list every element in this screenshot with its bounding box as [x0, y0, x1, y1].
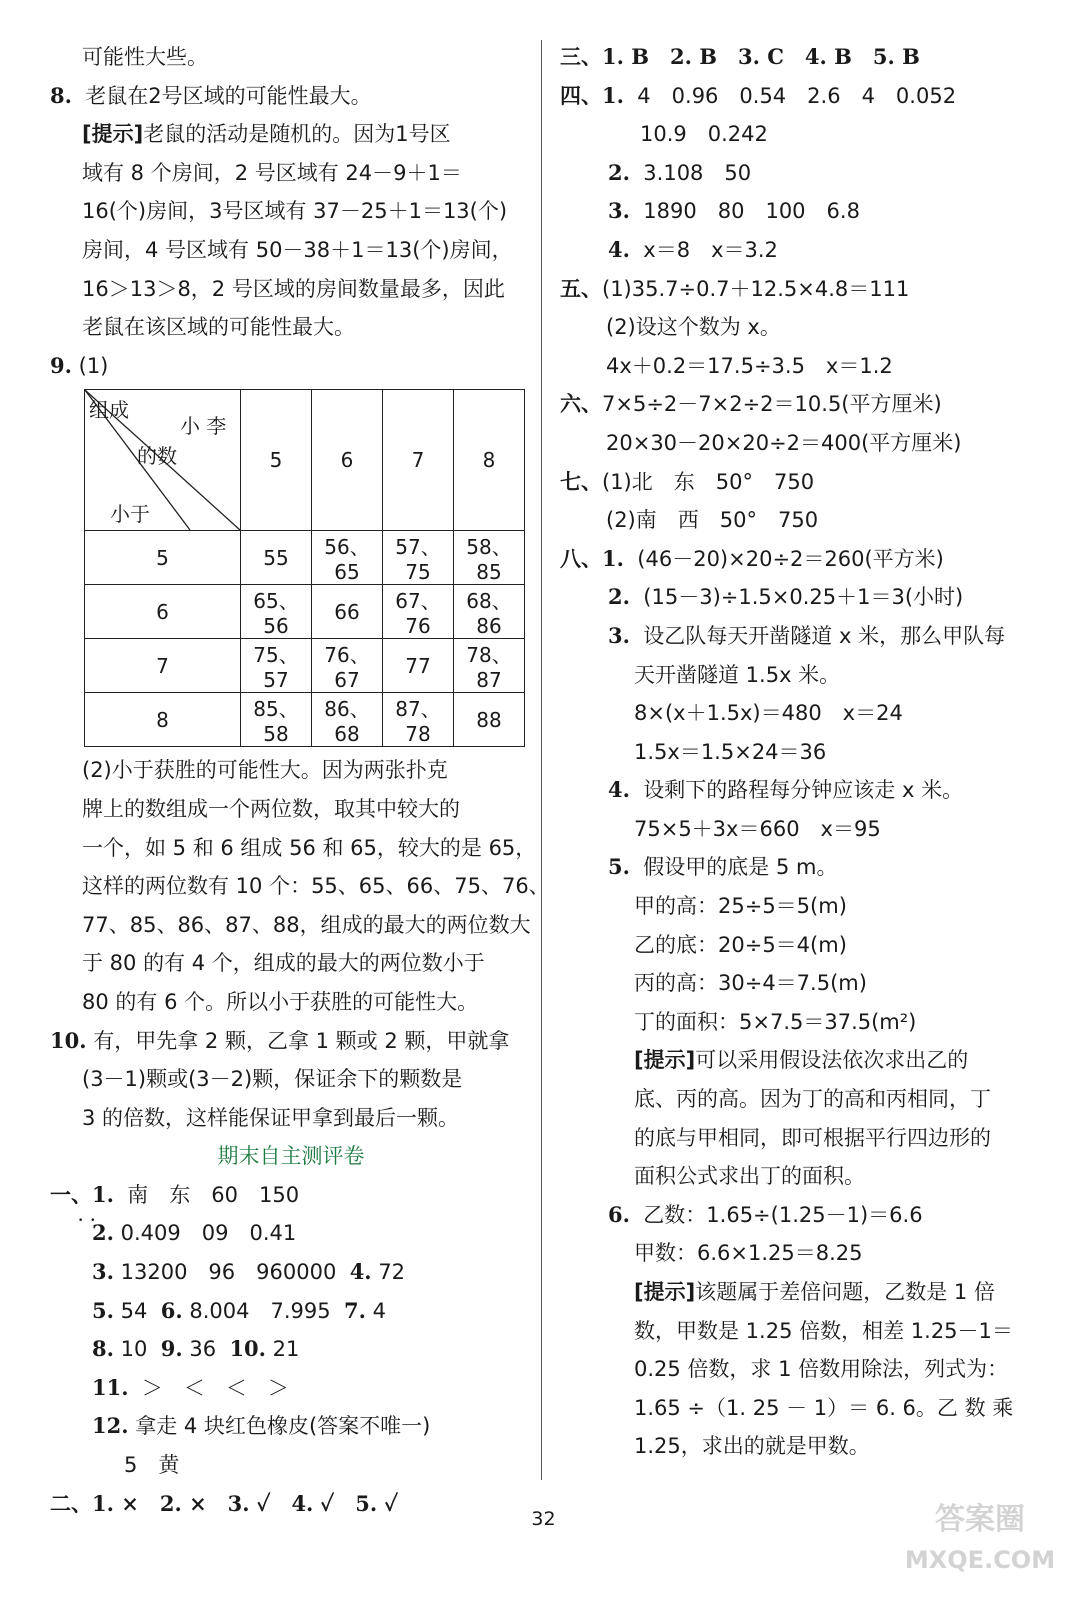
col-header: 7	[383, 390, 454, 531]
table-row	[85, 639, 525, 693]
part1-item	[50, 1176, 532, 1215]
item-number: 3.	[92, 1259, 114, 1285]
item-text: 南 东 60 150	[127, 1182, 300, 1207]
item-number: 1.	[92, 1181, 114, 1207]
part1-item	[50, 1407, 532, 1446]
part4-item	[560, 77, 1050, 116]
q9-part2-line: 牌上的数组成一个两位数，取其中较大的	[82, 796, 460, 821]
item-text: 设剩下的路程每分钟应该走 x 米。	[643, 778, 964, 803]
hint-text: 该题属于差倍问题，乙数是 1 倍	[695, 1280, 995, 1304]
table-cell: 76、67	[312, 639, 383, 693]
part6-line: 20×30－20×20÷2＝400(平方厘米)	[606, 430, 962, 455]
part7-line: (2)南 西 50° 750	[606, 508, 819, 533]
q9-part2-line: 这样的两位数有 10 个：55、65、66、75、76、	[82, 874, 550, 899]
table-cell: 67、76	[383, 585, 454, 639]
part3-label: 三、	[560, 44, 602, 69]
part1-item	[50, 1214, 532, 1253]
col-header: 6	[312, 390, 383, 531]
number-table	[84, 389, 525, 747]
column-divider	[541, 40, 542, 1480]
col-header: 5	[241, 390, 312, 531]
q8-hint-line: 域有 8 个房间，2 号区域有 24－9＋1＝	[82, 160, 462, 185]
item-text: 1890 80 100 6.8	[643, 199, 860, 224]
section-title: 期末自主测评卷	[217, 1144, 365, 1169]
part8-item-cont: 8×(x＋1.5x)＝480 x＝24	[634, 701, 903, 726]
part8-item-cont: 丁的面积：5×7.5＝37.5(m²)	[634, 1009, 917, 1034]
hint-line	[560, 1273, 1050, 1312]
q8-answer	[50, 77, 532, 116]
part8-item-cont: 甲的高：25÷5＝5(m)	[634, 894, 847, 919]
part8-item-cont: 丙的高：30÷4＝7.5(m)	[634, 971, 867, 996]
part6-line	[560, 385, 1050, 424]
part5-text: (1)35.7÷0.7＋12.5×4.8＝111	[602, 276, 910, 301]
part5-line: 4x＋0.2＝17.5÷3.5 x＝1.2	[606, 353, 893, 378]
table-cell: 58、85	[454, 531, 525, 585]
item-text: 8.004 7.995	[189, 1298, 331, 1323]
part5-label: 五、	[560, 275, 602, 301]
part1-item	[50, 1292, 532, 1331]
part6-label: 六、	[560, 391, 602, 417]
item-text: 拿走 4 块红色橡皮(答案不唯一)	[135, 1414, 431, 1439]
hint-line: 数，甲数是 1.25 倍数，相差 1.25－1＝	[634, 1318, 1013, 1343]
item-number: 6.	[160, 1297, 183, 1323]
q9-part2-line: 一个，如 5 和 6 组成 56 和 65，较大的是 65，	[82, 835, 537, 860]
item-number: 7.	[343, 1297, 366, 1323]
item-text: 13200 96 960000	[120, 1260, 337, 1285]
q10-number: 10.	[50, 1027, 87, 1053]
part2-label: 二、	[50, 1490, 92, 1516]
part3-line	[560, 38, 1050, 77]
hint-line: 面积公式求出丁的面积。	[634, 1164, 865, 1189]
item-text: 设乙队每天开凿隧道 x 米，那么甲队每	[643, 623, 1006, 648]
item-text: 3.108 50	[643, 160, 752, 185]
item-text: 36	[189, 1337, 217, 1362]
item-text: (46－20)×20÷2＝260(平方米)	[637, 546, 944, 571]
hint-label: [提示]	[634, 1048, 696, 1073]
row-header: 8	[85, 693, 241, 747]
item-number: 2.	[92, 1220, 114, 1246]
hint-line	[560, 1041, 1050, 1080]
part4-item	[560, 231, 1050, 270]
q8-hint-line: 16(个)房间，3号区域有 37－25＋1＝13(个)	[82, 199, 508, 224]
part8-item	[560, 771, 1050, 810]
item-number: 11.	[92, 1374, 129, 1400]
item-number: 5.	[92, 1297, 114, 1323]
table-cell: 87、78	[383, 693, 454, 747]
part8-item	[560, 540, 1050, 579]
left-column	[50, 38, 550, 1523]
hint-line: 底、丙的高。因为丁的高和丙相同，丁	[634, 1087, 991, 1112]
part8-item-cont: 甲数：6.6×1.25＝8.25	[634, 1241, 863, 1266]
hint-line: 1.25，求出的就是甲数。	[634, 1434, 870, 1459]
table-header-row	[85, 390, 525, 531]
item-text: x＝8 x＝3.2	[643, 237, 778, 262]
part7-label: 七、	[560, 468, 602, 494]
hint-line: 的底与甲相同，即可根据平行四边形的	[634, 1125, 991, 1150]
item-number: 2.	[608, 584, 630, 610]
q10-line: 3 的倍数，这样能保证甲拿到最后一颗。	[82, 1105, 460, 1130]
part5-line: (2)设这个数为 x。	[606, 315, 781, 340]
part5-line	[560, 270, 1050, 309]
part1-item	[50, 1253, 532, 1292]
table-cell: 57、75	[383, 531, 454, 585]
part8-item	[560, 578, 1050, 617]
item-number: 2.	[608, 159, 630, 185]
q8-number: 8.	[50, 82, 72, 108]
table-row	[85, 585, 525, 639]
table-cell: 65、56	[241, 585, 312, 639]
part4-item	[560, 154, 1050, 193]
page-number: 32	[531, 1508, 556, 1530]
table-cell: 86、68	[312, 693, 383, 747]
item-text: 21	[272, 1337, 300, 1362]
q10-line	[50, 1022, 532, 1061]
row-header: 7	[85, 639, 241, 693]
q9-number: 9.	[50, 352, 72, 378]
q9-part2-line: 80 的有 6 个。所以小于获胜的可能性大。	[82, 989, 479, 1014]
q8-hint-line	[50, 115, 532, 154]
hint-text: 老鼠的活动是随机的。因为1号区	[143, 122, 451, 147]
item-text: 0.409 09 0.41	[120, 1221, 297, 1246]
item-number: 3.	[608, 198, 630, 224]
item-number: 4.	[608, 236, 630, 262]
part8-item-cont: 1.5x＝1.5×24＝36	[634, 739, 827, 764]
part3-text: 1. B 2. B 3. C 4. B 5. B	[602, 44, 920, 69]
item-text: 4 0.96 0.54 2.6 4 0.052	[637, 83, 957, 108]
part1-item	[50, 1330, 532, 1369]
part4-item-cont: 10.9 0.242	[640, 122, 768, 147]
item-number: 1.	[602, 545, 624, 571]
item-text: (15－3)÷1.5×0.25＋1＝3(小时)	[643, 585, 964, 610]
item-number: 8.	[92, 1336, 114, 1362]
part8-item-cont: 天开凿隧道 1.5x 米。	[634, 662, 841, 687]
watermark-bottom: MXQE.COM	[904, 1546, 1056, 1574]
q10-text: 有，甲先拿 2 颗，乙拿 1 颗或 2 颗，甲就拿	[93, 1028, 510, 1053]
part7-line	[560, 463, 1050, 502]
corner-label-number: 的数	[137, 444, 177, 469]
watermark-top: 答案圈	[935, 1502, 1025, 1537]
watermark-logo	[885, 1500, 1075, 1590]
part8-item-cont: 75×5＋3x＝660 x＝95	[634, 816, 881, 841]
table-corner-cell	[85, 390, 241, 531]
hint-label: [提示]	[82, 122, 144, 147]
q10-line: (3－1)颗或(3－2)颗，保证余下的颗数是	[82, 1067, 463, 1092]
item-text: 4	[372, 1298, 386, 1323]
item-text: 乙数：1.65÷(1.25－1)＝6.6	[643, 1202, 923, 1227]
part8-item	[560, 848, 1050, 887]
item-number: 4.	[349, 1259, 372, 1285]
table-cell: 68、86	[454, 585, 525, 639]
part1-item	[50, 1369, 532, 1408]
table-cell: 75、57	[241, 639, 312, 693]
item-number: 1.	[602, 82, 624, 108]
item-number: 4.	[608, 777, 630, 803]
part8-item	[560, 617, 1050, 656]
item-text: 10	[120, 1337, 148, 1362]
q8-hint-line: 16＞13＞8，2 号区域的房间数量最多，因此	[82, 276, 505, 301]
item-text: ＞ ＜ ＜ ＞	[141, 1375, 289, 1400]
col-header: 8	[454, 390, 525, 531]
q8-hint-line: 老鼠在该区域的可能性最大。	[82, 315, 355, 340]
corner-label-xiaoyu: 小于	[110, 502, 150, 527]
part2-text: 1. × 2. × 3. ✓ 4. ✓ 5. ✓	[92, 1490, 398, 1516]
table-cell: 78、87	[454, 639, 525, 693]
table-cell: 77	[383, 639, 454, 693]
part7-text: (1)北 东 50° 750	[602, 469, 815, 494]
q9-part1: (1)	[78, 353, 109, 378]
row-header: 5	[85, 531, 241, 585]
part8-label: 八、	[560, 545, 602, 571]
table-row	[85, 693, 525, 747]
q9-header	[50, 347, 532, 386]
table-cell: 85、58	[241, 693, 312, 747]
part8-item	[560, 1196, 1050, 1235]
q9-part2-line: (2)小于获胜的可能性大。因为两张扑克	[82, 758, 448, 783]
item-text: 假设甲的底是 5 m。	[643, 855, 838, 880]
table-cell: 55	[241, 531, 312, 585]
row-header: 6	[85, 585, 241, 639]
item-text: 72	[378, 1260, 406, 1285]
q8-answer-text: 老鼠在2号区域的可能性最大。	[85, 83, 372, 108]
item-number: 5.	[608, 854, 630, 880]
table-cell: 88	[454, 693, 525, 747]
part8-item-cont: 乙的底：20÷5＝4(m)	[634, 932, 847, 957]
part6-text: 7×5÷2－7×2÷2＝10.5(平方厘米)	[602, 392, 942, 417]
table-cell: 66	[312, 585, 383, 639]
hint-text: 可以采用假设法依次求出乙的	[695, 1048, 969, 1073]
item-number: 9.	[160, 1336, 183, 1362]
item-number: 10.	[229, 1336, 266, 1362]
item-number: 6.	[608, 1201, 630, 1227]
part4-item	[560, 192, 1050, 231]
q9-part2-line: 77、85、86、87、88，组成的最大的两位数大	[82, 912, 531, 937]
item-number: 3.	[608, 622, 630, 648]
hint-label: [提示]	[634, 1280, 696, 1304]
q9-part2-line: 于 80 的有 4 个，组成的最大的两位数小于	[82, 951, 485, 976]
hint-line: 1.65 ÷（1. 25 － 1）＝ 6. 6。乙 数 乘	[634, 1395, 1014, 1420]
corner-label-xiaoli: 小 李	[180, 414, 227, 439]
table-cell: 56、65	[312, 531, 383, 585]
item-number: 12.	[92, 1413, 129, 1439]
part4-label: 四、	[560, 82, 602, 108]
right-column	[560, 38, 1050, 1466]
table-row	[85, 531, 525, 585]
part1-item-cont: 5 黄	[124, 1453, 180, 1478]
corner-label-compose: 组成	[89, 398, 129, 423]
q8-hint-line: 房间，4 号区域有 50－38＋1＝13(个)房间，	[82, 237, 513, 262]
hint-line: 0.25 倍数，求 1 倍数用除法，列式为：	[634, 1357, 1009, 1382]
part1-label: 一、	[50, 1181, 92, 1207]
text-line: 可能性大些。	[82, 45, 208, 69]
item-text: 54	[120, 1298, 148, 1323]
